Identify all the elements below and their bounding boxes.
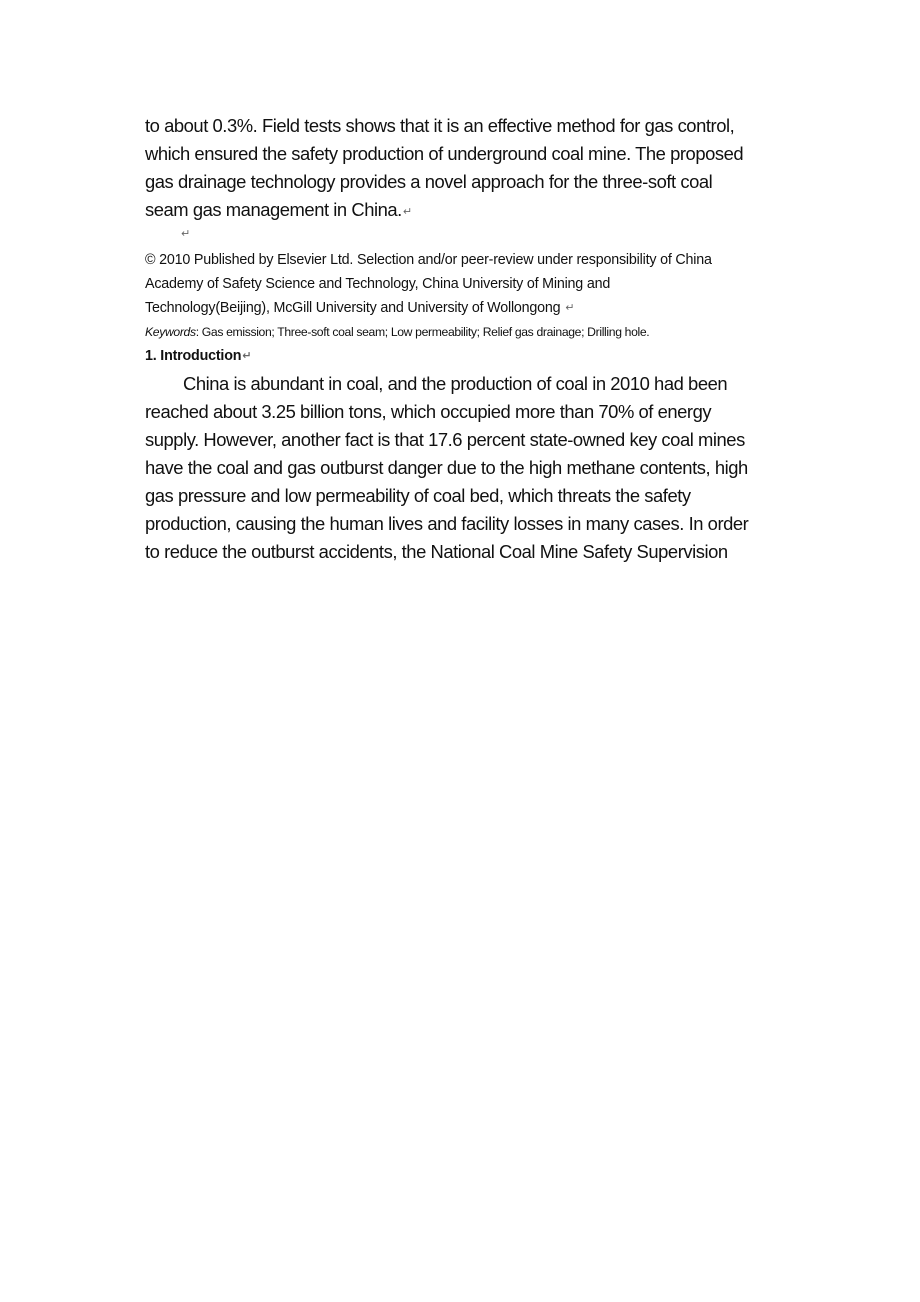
paragraph-mark-icon: ↵ xyxy=(242,350,252,362)
paragraph-mark-icon: ↵ xyxy=(181,228,191,240)
introduction-paragraph xyxy=(145,370,779,566)
paragraph-line: gas pressure and low permeability of coal bed, which threats the safety xyxy=(145,485,691,506)
paragraph-line: China is abundant in coal, and the production of coal in 2010 had been xyxy=(183,373,728,394)
paragraph-line: have the coal and gas outburst danger due to the high methane contents, high xyxy=(145,457,748,478)
keywords-label: Keywords xyxy=(145,325,196,339)
copyright-notice xyxy=(145,248,779,320)
paragraph-mark-icon: ↵ xyxy=(565,302,575,314)
paragraph-line: reached about 3.25 billion tons, which occupied more than 70% of energy xyxy=(145,401,712,422)
paragraph-line: supply. However, another fact is that 17.6 percent state-owned key coal mines xyxy=(145,429,745,450)
copyright-line: Academy of Safety Science and Technology, China University of Mining and xyxy=(145,276,611,292)
copyright-line xyxy=(145,296,779,320)
section-heading-text: 1. Introduction xyxy=(145,348,242,364)
abstract-line: which ensured the safety production of underground coal mine. The proposed xyxy=(145,143,744,164)
paragraph-mark-icon: ↵ xyxy=(402,206,413,218)
page-content xyxy=(145,112,779,566)
abstract-line: to about 0.3%. Field tests shows that it is an effective method for gas control, xyxy=(145,115,735,136)
keywords-text: : Gas emission; Three-soft coal seam; Low permeability; Relief gas drainage; Drilling hole. xyxy=(195,325,650,339)
keywords-line xyxy=(145,320,779,344)
abstract-end xyxy=(145,112,779,226)
paragraph-line: to reduce the outburst accidents, the National Coal Mine Safety Supervision xyxy=(145,541,728,562)
copyright-line: © 2010 Published by Elsevier Ltd. Selection and/or peer-review under responsibility of China xyxy=(145,252,712,268)
abstract-line-text: seam gas management in China. xyxy=(145,199,402,220)
empty-paragraph xyxy=(145,226,779,248)
copyright-line-text: Technology(Beijing), McGill University and University of Wollongong xyxy=(145,300,561,316)
abstract-line xyxy=(145,196,779,226)
abstract-line: gas drainage technology provides a novel approach for the three-soft coal xyxy=(145,171,713,192)
section-heading xyxy=(145,344,779,368)
paragraph-line: production, causing the human lives and facility losses in many cases. In order xyxy=(145,513,749,534)
